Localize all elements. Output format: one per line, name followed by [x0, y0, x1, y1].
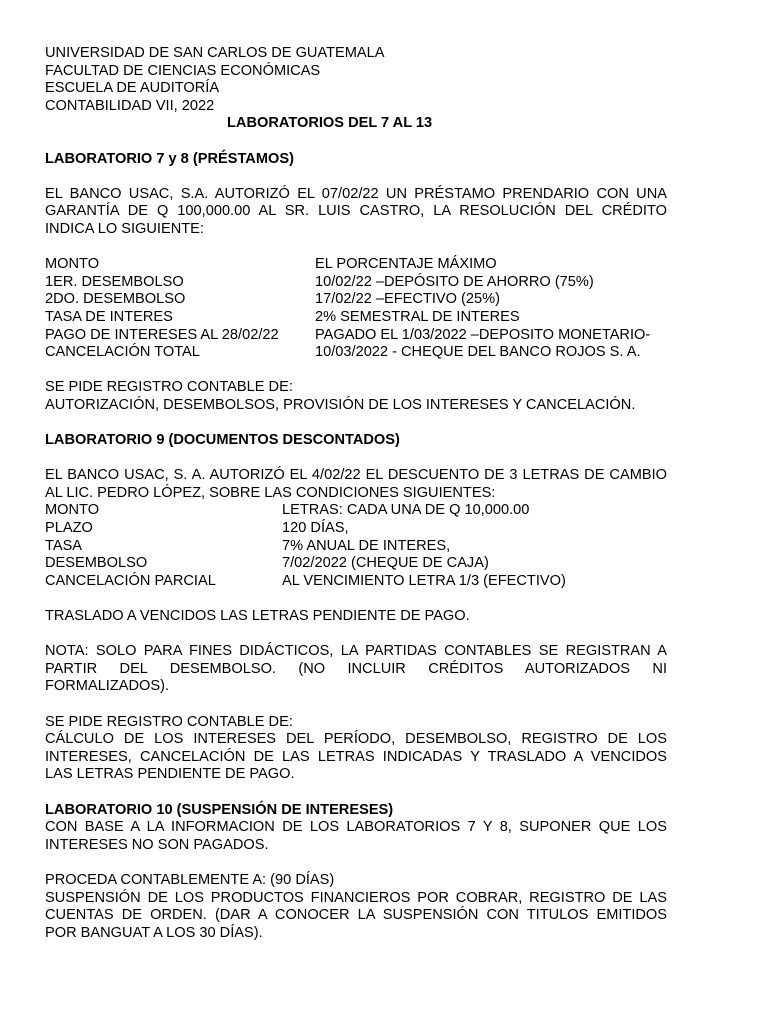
- condition-value: 7/02/2022 (CHEQUE DE CAJA): [282, 555, 489, 572]
- header-block: [45, 45, 667, 115]
- condition-value: 120 DÍAS,: [282, 520, 349, 537]
- document-body: [45, 45, 667, 942]
- condition-row: [45, 555, 667, 573]
- condition-label: CANCELACIÓN TOTAL: [45, 344, 200, 361]
- lab-9-request-line: CÁLCULO DE LOS INTERESES DEL PERÍODO, DESEMBOLSO, REGISTRO DE LOS: [45, 731, 667, 748]
- condition-label: TASA DE INTERES: [45, 308, 173, 325]
- lab-9-intro-line: EL BANCO USAC, S. A. AUTORIZÓ EL 4/02/22 EL DESCUENTO DE 3 LETRAS DE CAMBIO: [45, 467, 667, 484]
- lab-10-proceed-line: CUENTAS DE ORDEN. (DAR A CONOCER LA SUSPENSIÓN CON TITULOS EMITIDOS: [45, 907, 667, 924]
- condition-label: 1ER. DESEMBOLSO: [45, 273, 184, 290]
- condition-label: MONTO: [45, 502, 100, 519]
- lab-9-request-line: LAS LETRAS PENDIENTE DE PAGO.: [45, 766, 295, 783]
- condition-row: [45, 274, 667, 292]
- condition-row: [45, 502, 667, 520]
- condition-value: LETRAS: CADA UNA DE Q 10,000.00: [282, 502, 530, 519]
- lab-7-8-section: [45, 151, 667, 415]
- condition-label: CANCELACIÓN PARCIAL: [45, 572, 216, 589]
- lab-7-8-intro-line: INDICA LO SIGUIENTE:: [45, 220, 204, 237]
- lab-7-8-intro-line: GARANTÍA DE Q 100,000.00 AL SR. LUIS CASTRO, LA RESOLUCIÓN DEL CRÉDITO: [45, 203, 667, 220]
- lab-9-transfer: TRASLADO A VENCIDOS LAS LETRAS PENDIENTE DE PAGO.: [45, 608, 470, 624]
- condition-row: [45, 573, 667, 591]
- condition-row: [45, 344, 667, 362]
- condition-value: 2% SEMESTRAL DE INTERES: [315, 308, 520, 325]
- lab-9-request-line: INTERESES, CANCELACIÓN DE LAS LETRAS INDICADAS Y TRASLADO A VENCIDOS: [45, 748, 667, 765]
- condition-row: [45, 256, 667, 274]
- condition-label: MONTO: [45, 256, 100, 273]
- lab-7-8-conditions: [45, 256, 667, 362]
- condition-label: DESEMBOLSO: [45, 555, 148, 572]
- condition-value: AL VENCIMIENTO LETRA 1/3 (EFECTIVO): [282, 572, 566, 589]
- lab-7-8-heading: LABORATORIO 7 y 8 (PRÉSTAMOS): [45, 150, 294, 167]
- lab-7-8-request-line: SE PIDE REGISTRO CONTABLE DE:: [45, 379, 293, 396]
- condition-label: 2DO. DESEMBOLSO: [45, 291, 186, 308]
- condition-label: TASA: [45, 537, 83, 554]
- condition-value: PAGADO EL 1/03/2022 –DEPOSITO MONETARIO-: [315, 326, 651, 343]
- faculty-name: FACULTAD DE CIENCIAS ECONÓMICAS: [45, 62, 321, 79]
- condition-value: 10/03/2022 - CHEQUE DEL BANCO ROJOS S. A.: [315, 344, 641, 361]
- lab-10-intro-line: INTERESES NO SON PAGADOS.: [45, 836, 269, 853]
- document-title: LABORATORIOS DEL 7 AL 13: [227, 115, 433, 132]
- lab-10-intro-line: CON BASE A LA INFORMACION DE LOS LABORATORIOS 7 Y 8, SUPONER QUE LOS: [45, 819, 667, 836]
- condition-row: [45, 520, 667, 538]
- lab-7-8-request-line: AUTORIZACIÓN, DESEMBOLSOS, PROVISIÓN DE LOS INTERESES Y CANCELACIÓN.: [45, 396, 636, 413]
- condition-label: PAGO DE INTERESES AL 28/02/22: [45, 326, 279, 343]
- condition-value: 17/02/22 –EFECTIVO (25%): [315, 291, 500, 308]
- condition-label: PLAZO: [45, 520, 93, 537]
- lab-9-note-line: NOTA: SOLO PARA FINES DIDÁCTICOS, LA PARTIDAS CONTABLES SE REGISTRAN A: [45, 643, 667, 660]
- lab-9-section: [45, 432, 667, 784]
- university-name: UNIVERSIDAD DE SAN CARLOS DE GUATEMALA: [45, 45, 385, 61]
- condition-row: [45, 291, 667, 309]
- lab-9-conditions: [45, 502, 667, 590]
- lab-10-section: [45, 802, 667, 943]
- condition-row: [45, 538, 667, 556]
- condition-value: EL PORCENTAJE MÁXIMO: [315, 256, 497, 273]
- lab-10-proceed-line: PROCEDA CONTABLEMENTE A: (90 DÍAS): [45, 871, 335, 888]
- condition-row: [45, 327, 667, 345]
- school-name: ESCUELA DE AUDITORÍA: [45, 80, 220, 97]
- lab-9-note-line: FORMALIZADOS).: [45, 678, 170, 695]
- lab-9-heading: LABORATORIO 9 (DOCUMENTOS DESCONTADOS): [45, 432, 400, 449]
- lab-7-8-intro-line: EL BANCO USAC, S.A. AUTORIZÓ EL 07/02/22 UN PRÉSTAMO PRENDARIO CON UNA: [45, 185, 667, 202]
- lab-9-note-line: PARTIR DEL DESEMBOLSO. (NO INCLUIR CRÉDITOS AUTORIZADOS NI: [45, 660, 667, 677]
- lab-9-request-line: SE PIDE REGISTRO CONTABLE DE:: [45, 713, 293, 730]
- lab-10-proceed-line: SUSPENSIÓN DE LOS PRODUCTOS FINANCIEROS POR COBRAR, REGISTRO DE LAS: [45, 889, 667, 906]
- lab-10-heading: LABORATORIO 10 (SUSPENSIÓN DE INTERESES): [45, 801, 394, 818]
- lab-10-proceed-line: POR BANGUAT A LOS 30 DÍAS).: [45, 924, 263, 941]
- course-name: CONTABILIDAD VII, 2022: [45, 97, 215, 114]
- condition-value: 7% ANUAL DE INTERES,: [282, 537, 451, 554]
- condition-row: [45, 309, 667, 327]
- condition-value: 10/02/22 –DEPÓSITO DE AHORRO (75%): [315, 273, 594, 290]
- lab-9-intro-line: AL LIC. PEDRO LÓPEZ, SOBRE LAS CONDICIONES SIGUIENTES:: [45, 484, 496, 501]
